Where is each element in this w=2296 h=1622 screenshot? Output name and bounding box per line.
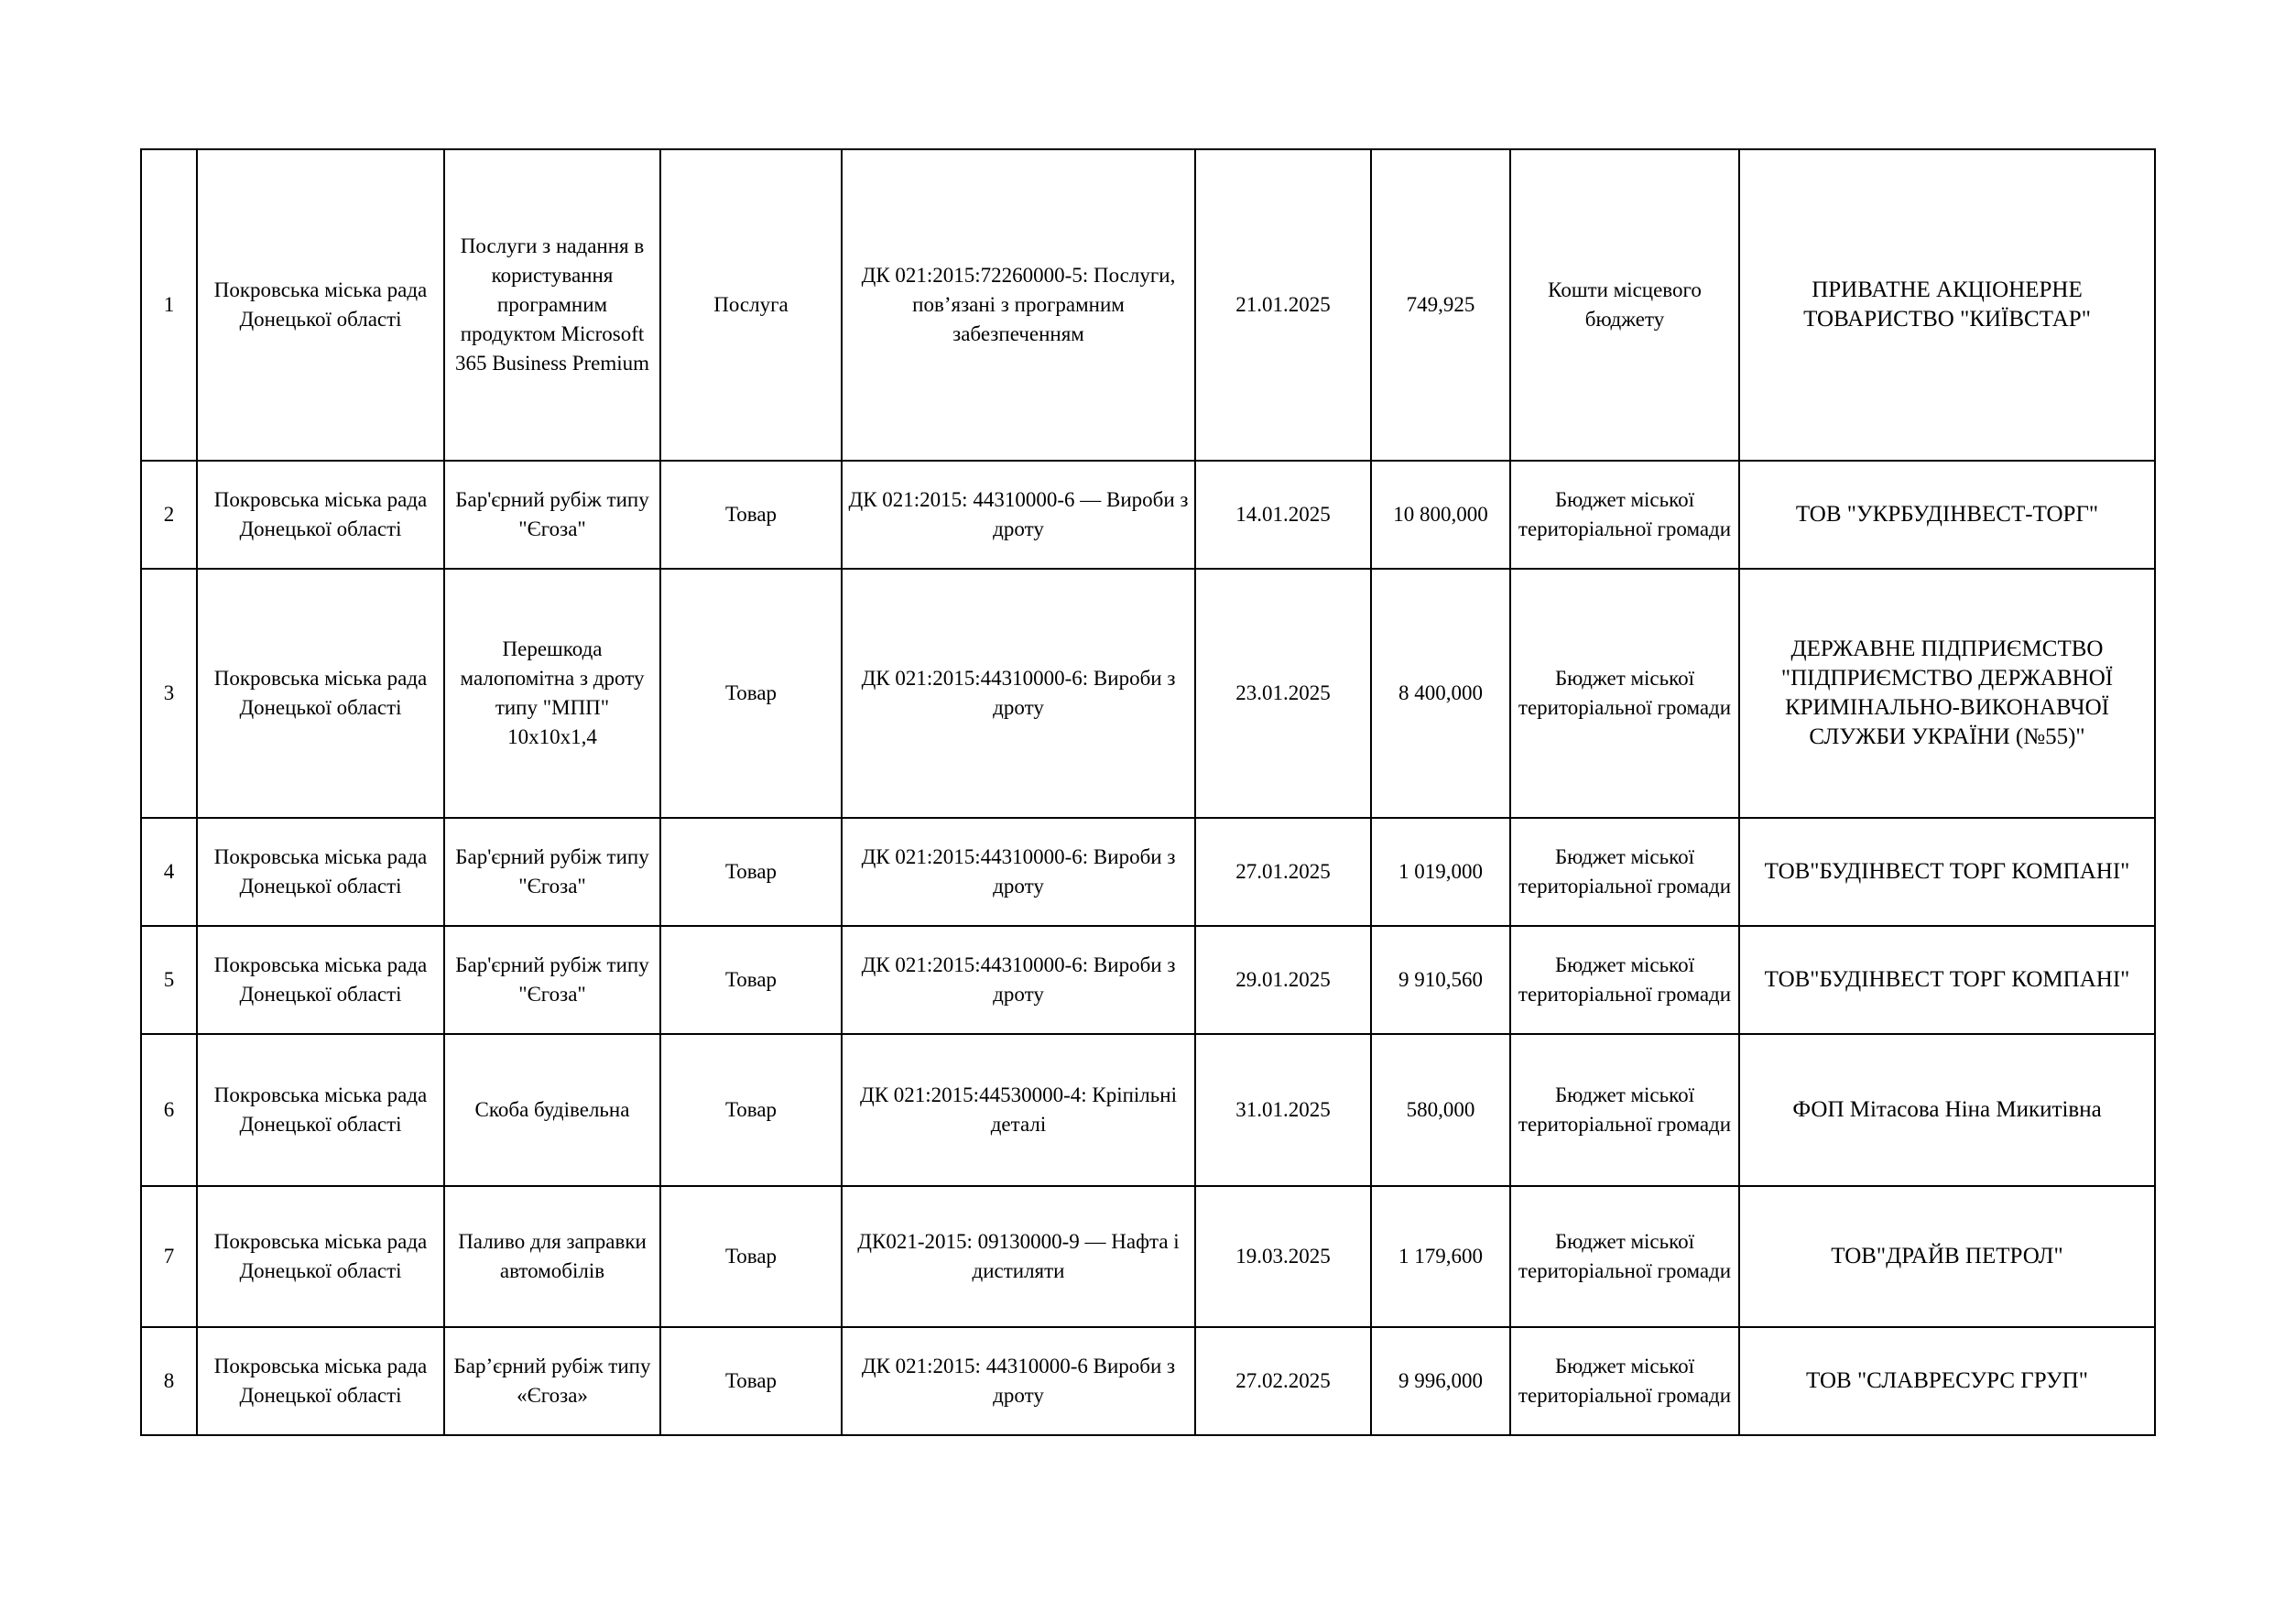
procurement-type: Товар (660, 569, 842, 818)
customer-name: Покровська міська рада Донецької області (197, 1327, 444, 1435)
funding-source: Бюджет міської територіальної громади (1510, 461, 1739, 569)
supplier-name: ТОВ"ДРАЙВ ПЕТРОЛ" (1739, 1186, 2155, 1327)
classifier-code: ДК 021:2015:72260000-5: Послуги, пов’язані з програмним забезпеченням (842, 149, 1195, 461)
table-row (141, 1186, 2155, 1327)
row-number: 4 (141, 818, 197, 926)
contract-date: 23.01.2025 (1195, 569, 1371, 818)
customer-name: Покровська міська рада Донецької області (197, 1186, 444, 1327)
procurement-type: Товар (660, 1327, 842, 1435)
supplier-name: ТОВ "СЛАВРЕСУРС ГРУП" (1739, 1327, 2155, 1435)
classifier-code: ДК 021:2015: 44310000-6 — Вироби з дроту (842, 461, 1195, 569)
funding-source: Кошти місцевого бюджету (1510, 149, 1739, 461)
procurement-type: Товар (660, 1186, 842, 1327)
customer-name: Покровська міська рада Донецької області (197, 461, 444, 569)
procurement-subject: Бар’єрний рубіж типу «Єгоза» (444, 1327, 660, 1435)
procurement-subject: Бар'єрний рубіж типу "Єгоза" (444, 461, 660, 569)
procurement-subject: Бар'єрний рубіж типу "Єгоза" (444, 926, 660, 1034)
funding-source: Бюджет міської територіальної громади (1510, 926, 1739, 1034)
funding-source: Бюджет міської територіальної громади (1510, 1186, 1739, 1327)
row-number: 3 (141, 569, 197, 818)
contract-date: 21.01.2025 (1195, 149, 1371, 461)
row-number: 2 (141, 461, 197, 569)
funding-source: Бюджет міської територіальної громади (1510, 1034, 1739, 1186)
procurement-subject: Скоба будівельна (444, 1034, 660, 1186)
customer-name: Покровська міська рада Донецької області (197, 569, 444, 818)
supplier-name: ТОВ"БУДІНВЕСТ ТОРГ КОМПАНІ" (1739, 926, 2155, 1034)
supplier-name: ФОП Мітасова Ніна Микитівна (1739, 1034, 2155, 1186)
row-number: 6 (141, 1034, 197, 1186)
classifier-code: ДК 021:2015:44310000-6: Вироби з дроту (842, 818, 1195, 926)
supplier-name: ТОВ"БУДІНВЕСТ ТОРГ КОМПАНІ" (1739, 818, 2155, 926)
table-row (141, 149, 2155, 461)
classifier-code: ДК 021:2015: 44310000-6 Вироби з дроту (842, 1327, 1195, 1435)
contract-amount: 9 996,000 (1371, 1327, 1510, 1435)
row-number: 8 (141, 1327, 197, 1435)
procurement-table (140, 148, 2156, 1436)
procurement-subject: Послуги з надання в користування програмним продуктом Microsoft 365 Business Premium (444, 149, 660, 461)
contract-date: 31.01.2025 (1195, 1034, 1371, 1186)
procurement-subject: Паливо для заправки автомобілів (444, 1186, 660, 1327)
contract-amount: 1 179,600 (1371, 1186, 1510, 1327)
customer-name: Покровська міська рада Донецької області (197, 149, 444, 461)
table-row (141, 1327, 2155, 1435)
customer-name: Покровська міська рада Донецької області (197, 1034, 444, 1186)
procurement-type: Послуга (660, 149, 842, 461)
classifier-code: ДК 021:2015:44310000-6: Вироби з дроту (842, 926, 1195, 1034)
contract-amount: 580,000 (1371, 1034, 1510, 1186)
contract-amount: 8 400,000 (1371, 569, 1510, 818)
classifier-code: ДК021-2015: 09130000-9 — Нафта і дистиляти (842, 1186, 1195, 1327)
contract-date: 29.01.2025 (1195, 926, 1371, 1034)
contract-amount: 749,925 (1371, 149, 1510, 461)
table-row (141, 1034, 2155, 1186)
classifier-code: ДК 021:2015:44530000-4: Кріпільні деталі (842, 1034, 1195, 1186)
table-row (141, 569, 2155, 818)
customer-name: Покровська міська рада Донецької області (197, 926, 444, 1034)
table-row (141, 461, 2155, 569)
contract-amount: 10 800,000 (1371, 461, 1510, 569)
classifier-code: ДК 021:2015:44310000-6: Вироби з дроту (842, 569, 1195, 818)
procurement-subject: Перешкода малопомітна з дроту типу "МПП" 10х10х1,4 (444, 569, 660, 818)
contract-date: 19.03.2025 (1195, 1186, 1371, 1327)
procurement-type: Товар (660, 818, 842, 926)
contract-date: 27.02.2025 (1195, 1327, 1371, 1435)
row-number: 1 (141, 149, 197, 461)
contract-amount: 9 910,560 (1371, 926, 1510, 1034)
table-row (141, 818, 2155, 926)
procurement-type: Товар (660, 926, 842, 1034)
funding-source: Бюджет міської територіальної громади (1510, 1327, 1739, 1435)
procurement-type: Товар (660, 461, 842, 569)
customer-name: Покровська міська рада Донецької області (197, 818, 444, 926)
procurement-subject: Бар'єрний рубіж типу "Єгоза" (444, 818, 660, 926)
funding-source: Бюджет міської територіальної громади (1510, 818, 1739, 926)
supplier-name: ДЕРЖАВНЕ ПІДПРИЄМСТВО "ПІДПРИЄМСТВО ДЕРЖАВНОЇ КРИМІНАЛЬНО-ВИКОНАВЧОЇ СЛУЖБИ УКРАЇНИ (№55)" (1739, 569, 2155, 818)
row-number: 5 (141, 926, 197, 1034)
supplier-name: ТОВ "УКРБУДІНВЕСТ-ТОРГ" (1739, 461, 2155, 569)
procurement-type: Товар (660, 1034, 842, 1186)
contract-amount: 1 019,000 (1371, 818, 1510, 926)
funding-source: Бюджет міської територіальної громади (1510, 569, 1739, 818)
contract-date: 27.01.2025 (1195, 818, 1371, 926)
table-row (141, 926, 2155, 1034)
supplier-name: ПРИВАТНЕ АКЦІОНЕРНЕ ТОВАРИСТВО "КИЇВСТАР" (1739, 149, 2155, 461)
contract-date: 14.01.2025 (1195, 461, 1371, 569)
row-number: 7 (141, 1186, 197, 1327)
